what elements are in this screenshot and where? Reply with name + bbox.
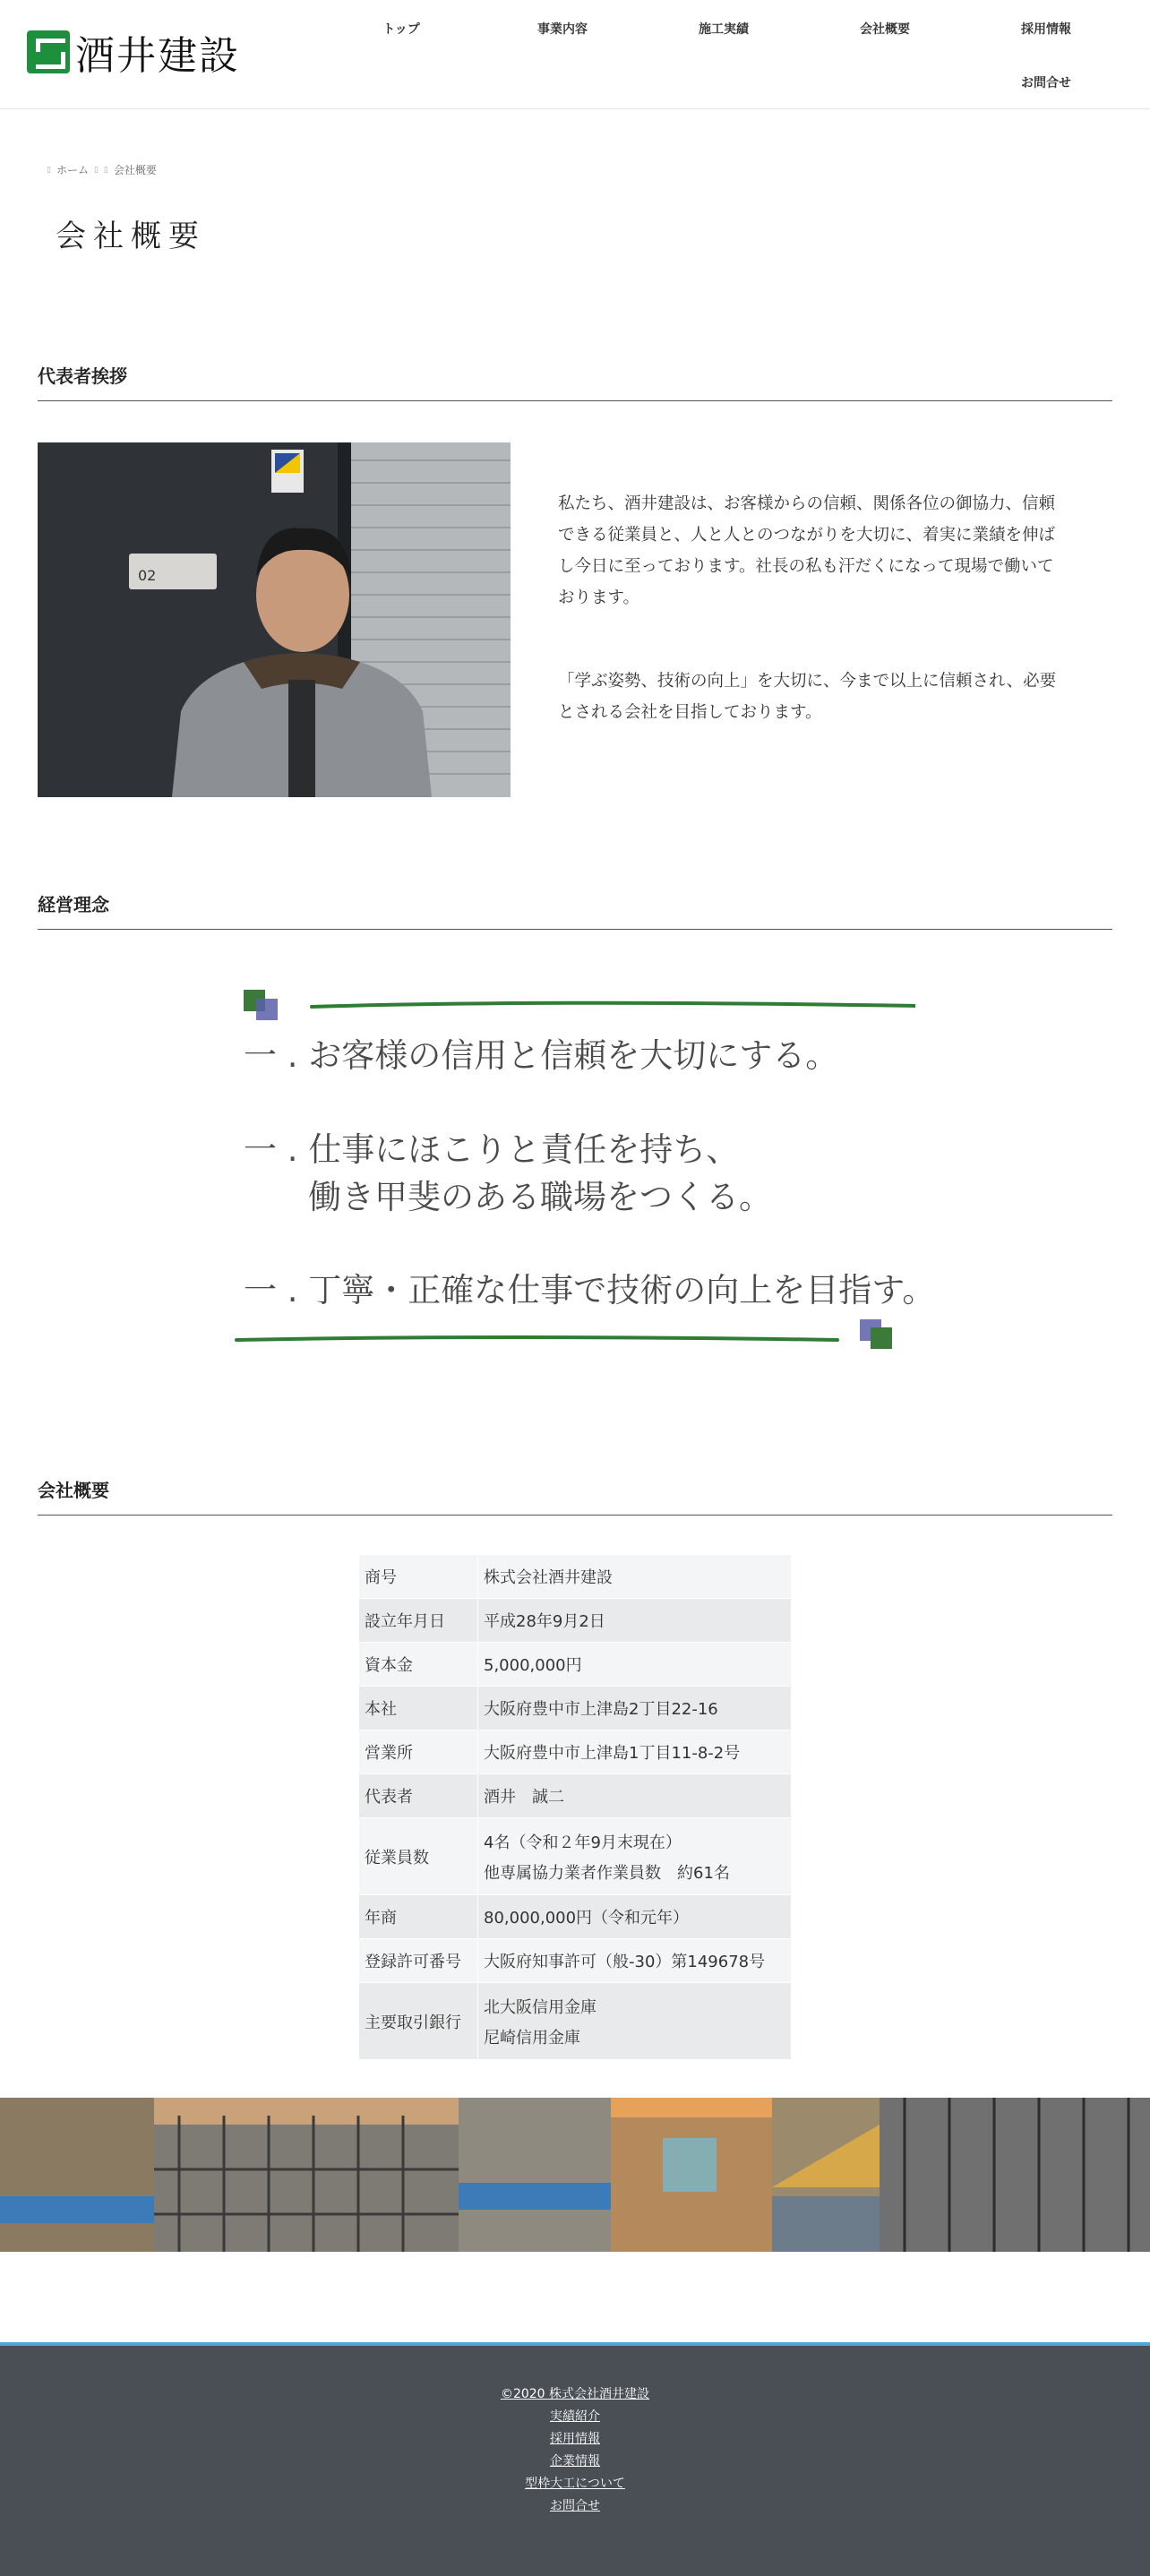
table-value: 大阪府豊中市上津島2丁目22-16 — [478, 1687, 792, 1730]
page-title: 会社概要 — [56, 219, 206, 254]
table-value: 大阪府豊中市上津島1丁目11-8-2号 — [478, 1730, 792, 1774]
philosophy-line-3: 働き甲斐のある職場をつくる。 — [308, 1178, 772, 1216]
table-value: 平成28年9月2日 — [478, 1599, 792, 1643]
construction-photo-strip — [0, 2098, 1150, 2252]
table-value: 大阪府知事許可（般-30）第149678号 — [478, 1939, 792, 1983]
table-value-line: 尼崎信用金庫 — [484, 2028, 580, 2048]
breadcrumb — [47, 162, 157, 177]
breadcrumb-separator-icon: ▯ — [103, 165, 108, 175]
greeting-heading: 代表者挨拶 — [38, 362, 1112, 401]
table-value: 80,000,000円（令和元年） — [478, 1895, 792, 1939]
site-header — [0, 0, 1150, 109]
footer-copyright-link[interactable]: ©2020 株式会社酒井建設 — [500, 2387, 650, 2401]
greeting-paragraph-2: 「学ぶ姿勢、技術の向上」を大切に、今まで以上に信頼され、必要とされる会社を目指しております。 — [558, 672, 1057, 722]
footer-link-works[interactable]: 実績紹介 — [550, 2409, 600, 2424]
table-key: 商号 — [359, 1555, 478, 1599]
table-row — [359, 1730, 792, 1774]
nav-recruit[interactable]: 採用情報 — [1021, 22, 1071, 37]
table-row — [359, 1687, 792, 1730]
table-value: 5,000,000円 — [478, 1643, 792, 1687]
greeting-paragraph-1: 私たち、酒井建設は、お客様からの信頼、関係各位の御協力、信頼できる従業員と、人と人とのつながりを大切に、着実に業績を伸ばし今日に至っております。社長の私も汗だくになって現場で働いております。 — [558, 494, 1056, 607]
table-key: 主要取引銀行 — [359, 1983, 478, 2060]
table-key: 年商 — [359, 1895, 478, 1939]
nav-business[interactable]: 事業内容 — [537, 22, 588, 37]
nav-contact[interactable]: お問合せ — [1021, 76, 1071, 90]
table-key: 代表者 — [359, 1774, 478, 1818]
nav-top[interactable]: トップ — [382, 22, 420, 37]
site-footer — [0, 2342, 1150, 2576]
table-value: 酒井 誠二 — [478, 1774, 792, 1818]
nav-works[interactable]: 施工実績 — [699, 22, 749, 37]
table-value: 株式会社酒井建設 — [478, 1555, 792, 1599]
table-row — [359, 1983, 792, 2060]
table-key: 設立年月日 — [359, 1599, 478, 1643]
philosophy-block — [235, 983, 936, 1360]
table-key: 営業所 — [359, 1730, 478, 1774]
nav-company[interactable]: 会社概要 — [860, 22, 910, 37]
footer-links — [0, 2383, 1150, 2518]
breadcrumb-home[interactable]: ホーム — [56, 164, 89, 176]
table-value-line: 北大阪信用金庫 — [484, 1997, 596, 2017]
table-row — [359, 1555, 792, 1599]
table-key: 登録許可番号 — [359, 1939, 478, 1983]
table-row — [359, 1643, 792, 1687]
table-row — [359, 1599, 792, 1643]
footer-link-recruit[interactable]: 採用情報 — [550, 2432, 600, 2446]
site-logo[interactable] — [27, 27, 240, 77]
philosophy-line-2: 一 . 仕事にほこりと責任を持ち、 — [244, 1130, 740, 1169]
table-key: 資本金 — [359, 1643, 478, 1687]
breadcrumb-current: 会社概要 — [113, 164, 157, 176]
door-plate-number: 02 — [138, 567, 157, 584]
breadcrumb-separator-icon: ▯ — [93, 165, 99, 175]
footer-link-company[interactable]: 企業情報 — [550, 2454, 600, 2469]
logo-mark-icon — [27, 30, 70, 73]
table-row — [359, 1774, 792, 1818]
table-key: 本社 — [359, 1687, 478, 1730]
table-row — [359, 1818, 792, 1895]
footer-link-contact[interactable]: お問合せ — [550, 2499, 600, 2513]
table-key: 従業員数 — [359, 1818, 478, 1895]
construction-photos-illustration — [0, 2098, 1150, 2252]
table-row — [359, 1939, 792, 1983]
logo-text: 酒井建設 — [75, 33, 240, 79]
philosophy-line-4: 一 . 丁寧・正確な仕事で技術の向上を目指す。 — [244, 1271, 936, 1309]
philosophy-heading: 経営理念 — [38, 890, 1112, 930]
company-table — [358, 1554, 792, 2060]
philosophy-line-1: 一 . お客様の信用と信頼を大切にする。 — [244, 1036, 839, 1075]
table-value — [478, 1983, 792, 2060]
table-value — [478, 1818, 792, 1895]
breadcrumb-separator-icon: ▯ — [47, 165, 51, 175]
table-row — [359, 1895, 792, 1939]
table-value-line: 他専属協力業者作業員数 約61名 — [484, 1863, 730, 1883]
president-photo-illustration — [38, 442, 511, 797]
table-value-line: 4名（令和２年9月末現在） — [484, 1833, 682, 1852]
company-heading: 会社概要 — [38, 1476, 1112, 1516]
greeting-text — [558, 488, 1060, 728]
president-photo — [38, 442, 511, 797]
footer-link-formwork[interactable]: 型枠大工について — [525, 2477, 625, 2491]
